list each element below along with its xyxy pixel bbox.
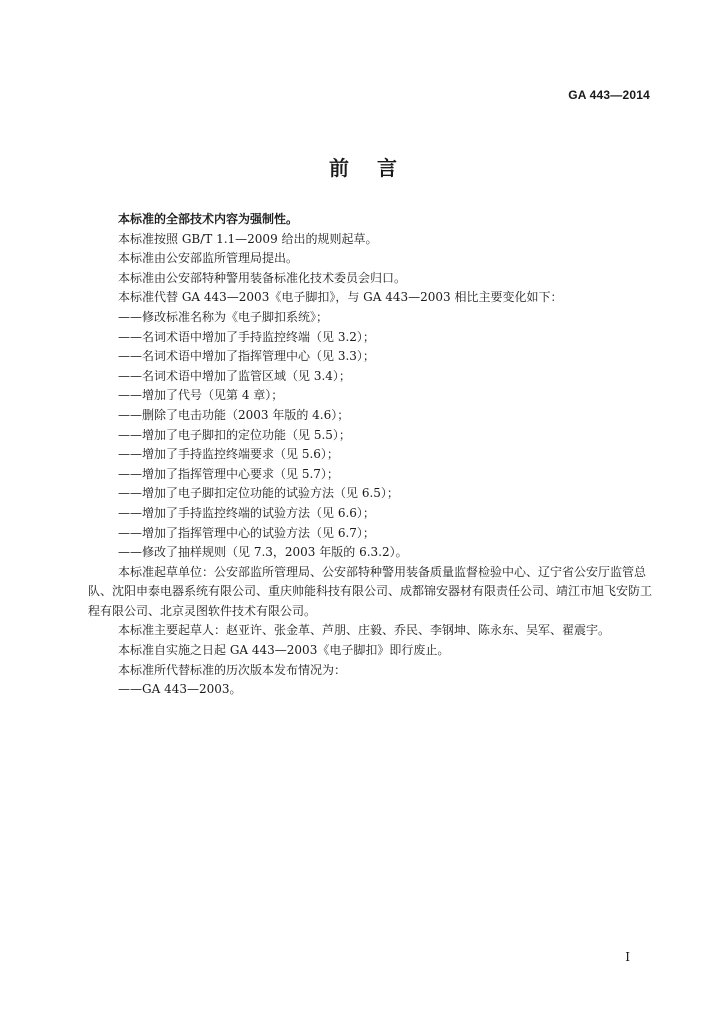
change-item: ——增加了手持监控终端的试验方法（见 6.6）； <box>118 505 375 520</box>
foreword-body <box>88 210 658 700</box>
section-title: 前言 <box>329 156 425 180</box>
paragraph-drafting-rules: 本标准按照 GB/T 1.1—2009 给出的规则起草。 <box>118 231 378 246</box>
history-item: ——GA 443—2003。 <box>118 682 242 697</box>
paragraph-drafters: 本标准主要起草人：赵亚许、张金革、芦朋、庄毅、乔民、李钢坤、陈永东、吴军、翟震宇。 <box>118 623 611 638</box>
paragraph-abolish: 本标准自实施之日起 GA 443—2003《电子脚扣》即行废止。 <box>118 643 450 658</box>
document-code: GA 443—2014 <box>568 88 650 102</box>
change-item: ——修改标准名称为《电子脚扣系统》； <box>118 309 329 324</box>
change-item: ——增加了电子脚扣的定位功能（见 5.5）； <box>118 427 351 442</box>
change-item: ——删除了电击功能（2003 年版的 4.6）； <box>118 407 350 422</box>
page-number: I <box>625 950 630 964</box>
change-item: ——增加了代号（见第 4 章）； <box>118 388 284 403</box>
change-item: ——名词术语中增加了手持监控终端（见 3.2）； <box>118 329 375 344</box>
change-item: ——名词术语中增加了指挥管理中心（见 3.3）； <box>118 349 375 364</box>
change-item: ——增加了电子脚扣定位功能的试验方法（见 6.5）； <box>118 486 399 501</box>
change-item: ——名词术语中增加了监管区域（见 3.4）； <box>118 368 351 383</box>
paragraph-committee: 本标准由公安部特种警用装备标准化技术委员会归口。 <box>118 270 407 285</box>
change-item: ——修改了抽样规则（见 7.3，2003 年版的 6.3.2）。 <box>118 545 408 560</box>
paragraph-history: 本标准所代替标准的历次版本发布情况为： <box>118 662 347 677</box>
change-item: ——增加了手持监控终端要求（见 5.6）； <box>118 447 339 462</box>
paragraph-replaces: 本标准代替 GA 443—2003《电子脚扣》，与 GA 443—2003 相比主要变化如下： <box>118 290 563 305</box>
change-item: ——增加了指挥管理中心的试验方法（见 6.7）； <box>118 525 375 540</box>
paragraph-mandatory: 本标准的全部技术内容为强制性。 <box>118 212 299 226</box>
paragraph-drafting-units: 本标准起草单位：公安部监所管理局、公安部特种警用装备质量监督检验中心、辽宁省公安厅监管总队、沈阳申泰电器系统有限公司、重庆帅能科技有限公司、成都锦安器材有限责任公司、靖江市旭飞安防工程有限公司、北京灵图软件技术有限公司。 <box>88 564 653 618</box>
paragraph-proposer: 本标准由公安部监所管理局提出。 <box>118 251 299 266</box>
change-item: ——增加了指挥管理中心要求（见 5.7）； <box>118 466 339 481</box>
